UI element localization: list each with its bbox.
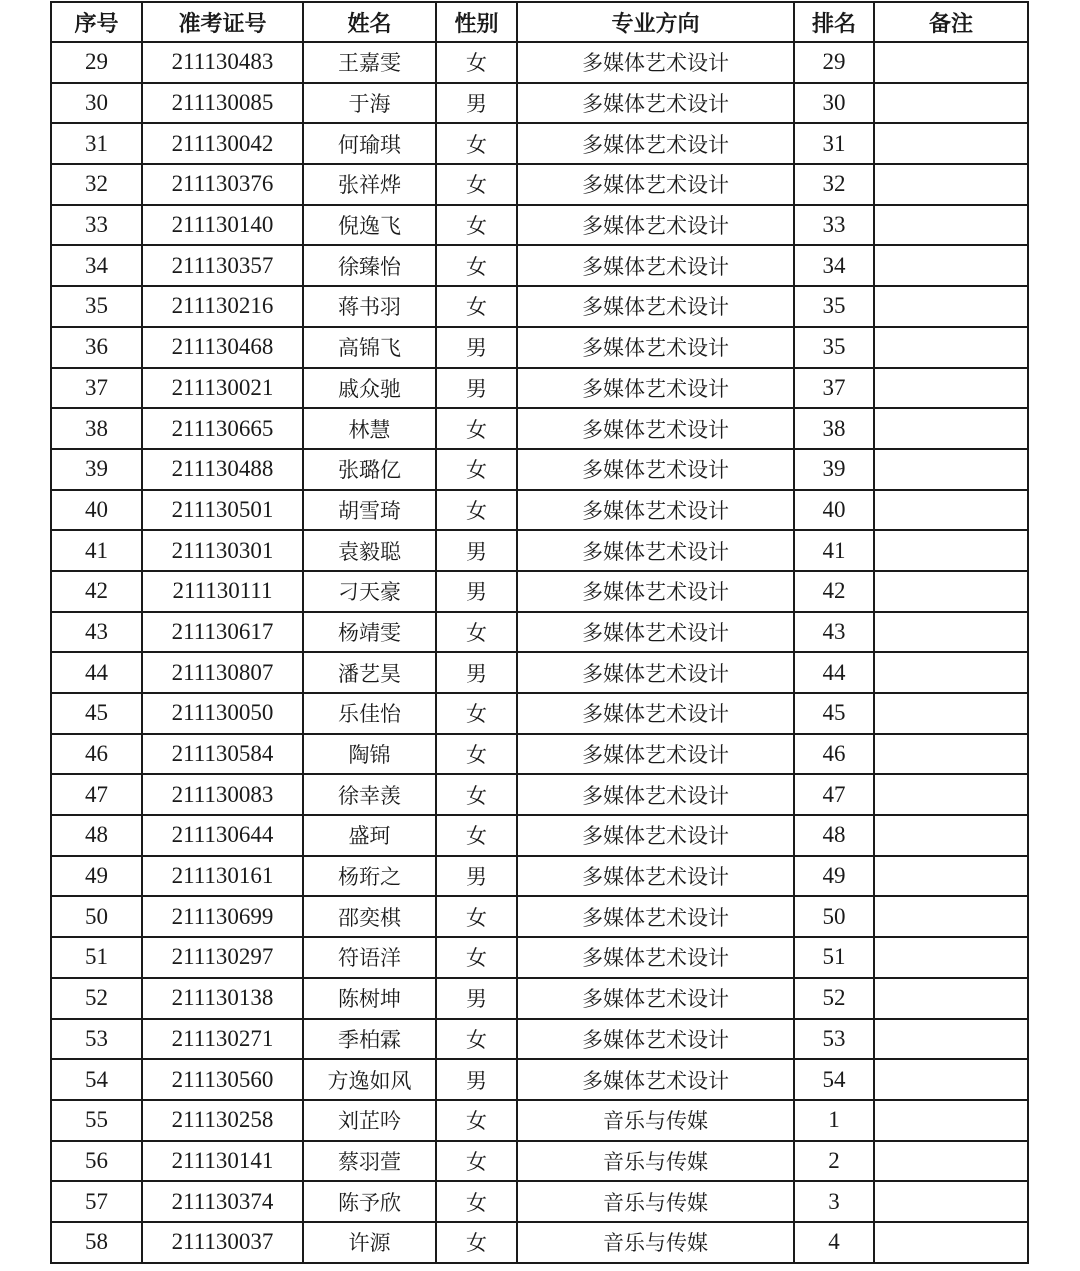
major-cell: 多媒体艺术设计 xyxy=(517,693,794,734)
rank-cell: 4 xyxy=(794,1222,874,1263)
major-cell: 多媒体艺术设计 xyxy=(517,612,794,653)
major-cell: 多媒体艺术设计 xyxy=(517,937,794,978)
exam-id-cell: 211130258 xyxy=(142,1100,303,1141)
remarks-cell xyxy=(874,286,1028,327)
gender-cell: 男 xyxy=(436,83,517,124)
major-cell: 音乐与传媒 xyxy=(517,1141,794,1182)
major-cell: 多媒体艺术设计 xyxy=(517,286,794,327)
exam-id-cell: 211130665 xyxy=(142,408,303,449)
name-cell: 乐佳怡 xyxy=(303,693,436,734)
major-cell: 多媒体艺术设计 xyxy=(517,123,794,164)
name-cell: 潘艺昊 xyxy=(303,652,436,693)
gender-cell: 女 xyxy=(436,164,517,205)
rank-cell: 47 xyxy=(794,774,874,815)
table-row xyxy=(51,327,1028,368)
rank-cell: 48 xyxy=(794,815,874,856)
gender-cell: 女 xyxy=(436,245,517,286)
remarks-cell xyxy=(874,164,1028,205)
remarks-cell xyxy=(874,1222,1028,1263)
remarks-cell xyxy=(874,1141,1028,1182)
rank-cell: 54 xyxy=(794,1059,874,1100)
major-cell: 多媒体艺术设计 xyxy=(517,734,794,775)
table-row xyxy=(51,1059,1028,1100)
header-rank: 排名 xyxy=(794,2,874,42)
name-cell: 方逸如风 xyxy=(303,1059,436,1100)
exam-id-cell: 211130021 xyxy=(142,368,303,409)
name-cell: 何瑜琪 xyxy=(303,123,436,164)
remarks-cell xyxy=(874,205,1028,246)
major-cell: 音乐与传媒 xyxy=(517,1100,794,1141)
major-cell: 多媒体艺术设计 xyxy=(517,571,794,612)
table-row xyxy=(51,449,1028,490)
name-cell: 杨珩之 xyxy=(303,856,436,897)
exam-id-cell: 211130042 xyxy=(142,123,303,164)
table-row xyxy=(51,1100,1028,1141)
table-row xyxy=(51,815,1028,856)
seq-cell: 34 xyxy=(51,245,142,286)
exam-id-cell: 211130083 xyxy=(142,774,303,815)
table-row xyxy=(51,286,1028,327)
major-cell: 多媒体艺术设计 xyxy=(517,490,794,531)
table-row xyxy=(51,42,1028,83)
gender-cell: 女 xyxy=(436,1100,517,1141)
rank-cell: 51 xyxy=(794,937,874,978)
gender-cell: 女 xyxy=(436,1141,517,1182)
rank-cell: 35 xyxy=(794,286,874,327)
rank-cell: 41 xyxy=(794,530,874,571)
table-row xyxy=(51,652,1028,693)
seq-cell: 39 xyxy=(51,449,142,490)
table-row xyxy=(51,123,1028,164)
major-cell: 音乐与传媒 xyxy=(517,1181,794,1222)
remarks-cell xyxy=(874,693,1028,734)
table-row xyxy=(51,1019,1028,1060)
header-remarks: 备注 xyxy=(874,2,1028,42)
table-row xyxy=(51,734,1028,775)
remarks-cell xyxy=(874,612,1028,653)
exam-id-cell: 211130501 xyxy=(142,490,303,531)
remarks-cell xyxy=(874,652,1028,693)
gender-cell: 男 xyxy=(436,978,517,1019)
name-cell: 林慧 xyxy=(303,408,436,449)
rank-cell: 46 xyxy=(794,734,874,775)
name-cell: 高锦飞 xyxy=(303,327,436,368)
results-sheet xyxy=(50,1,1027,1264)
table-row xyxy=(51,1141,1028,1182)
gender-cell: 男 xyxy=(436,368,517,409)
name-cell: 倪逸飞 xyxy=(303,205,436,246)
table-row xyxy=(51,1181,1028,1222)
remarks-cell xyxy=(874,449,1028,490)
seq-cell: 47 xyxy=(51,774,142,815)
major-cell: 多媒体艺术设计 xyxy=(517,327,794,368)
table-row xyxy=(51,571,1028,612)
exam-id-cell: 211130560 xyxy=(142,1059,303,1100)
exam-id-cell: 211130374 xyxy=(142,1181,303,1222)
major-cell: 多媒体艺术设计 xyxy=(517,368,794,409)
remarks-cell xyxy=(874,815,1028,856)
seq-cell: 36 xyxy=(51,327,142,368)
gender-cell: 女 xyxy=(436,612,517,653)
rank-cell: 42 xyxy=(794,571,874,612)
exam-id-cell: 211130111 xyxy=(142,571,303,612)
seq-cell: 31 xyxy=(51,123,142,164)
gender-cell: 男 xyxy=(436,856,517,897)
table-row xyxy=(51,408,1028,449)
gender-cell: 男 xyxy=(436,327,517,368)
exam-id-cell: 211130301 xyxy=(142,530,303,571)
table-row xyxy=(51,774,1028,815)
exam-id-cell: 211130050 xyxy=(142,693,303,734)
seq-cell: 38 xyxy=(51,408,142,449)
seq-cell: 46 xyxy=(51,734,142,775)
table-row xyxy=(51,1222,1028,1263)
table-row xyxy=(51,896,1028,937)
remarks-cell xyxy=(874,83,1028,124)
name-cell: 许源 xyxy=(303,1222,436,1263)
remarks-cell xyxy=(874,408,1028,449)
name-cell: 符语洋 xyxy=(303,937,436,978)
remarks-cell xyxy=(874,1059,1028,1100)
table-row xyxy=(51,693,1028,734)
seq-cell: 37 xyxy=(51,368,142,409)
seq-cell: 57 xyxy=(51,1181,142,1222)
seq-cell: 30 xyxy=(51,83,142,124)
exam-id-cell: 211130807 xyxy=(142,652,303,693)
remarks-cell xyxy=(874,1019,1028,1060)
table-row xyxy=(51,978,1028,1019)
exam-id-cell: 211130376 xyxy=(142,164,303,205)
rank-cell: 52 xyxy=(794,978,874,1019)
seq-cell: 54 xyxy=(51,1059,142,1100)
gender-cell: 女 xyxy=(436,490,517,531)
rank-cell: 30 xyxy=(794,83,874,124)
header-name: 姓名 xyxy=(303,2,436,42)
table-row xyxy=(51,83,1028,124)
header-seq: 序号 xyxy=(51,2,142,42)
rank-cell: 39 xyxy=(794,449,874,490)
name-cell: 胡雪琦 xyxy=(303,490,436,531)
remarks-cell xyxy=(874,368,1028,409)
name-cell: 刘芷吟 xyxy=(303,1100,436,1141)
exam-id-cell: 211130271 xyxy=(142,1019,303,1060)
exam-id-cell: 211130699 xyxy=(142,896,303,937)
major-cell: 多媒体艺术设计 xyxy=(517,1019,794,1060)
gender-cell: 男 xyxy=(436,530,517,571)
gender-cell: 女 xyxy=(436,449,517,490)
gender-cell: 男 xyxy=(436,1059,517,1100)
seq-cell: 42 xyxy=(51,571,142,612)
exam-id-cell: 211130488 xyxy=(142,449,303,490)
gender-cell: 女 xyxy=(436,42,517,83)
rank-cell: 50 xyxy=(794,896,874,937)
major-cell: 多媒体艺术设计 xyxy=(517,856,794,897)
name-cell: 王嘉雯 xyxy=(303,42,436,83)
gender-cell: 女 xyxy=(436,123,517,164)
rank-cell: 3 xyxy=(794,1181,874,1222)
gender-cell: 女 xyxy=(436,408,517,449)
rank-cell: 32 xyxy=(794,164,874,205)
remarks-cell xyxy=(874,937,1028,978)
remarks-cell xyxy=(874,1181,1028,1222)
remarks-cell xyxy=(874,490,1028,531)
seq-cell: 45 xyxy=(51,693,142,734)
name-cell: 张璐亿 xyxy=(303,449,436,490)
rank-cell: 33 xyxy=(794,205,874,246)
remarks-cell xyxy=(874,896,1028,937)
name-cell: 杨靖雯 xyxy=(303,612,436,653)
seq-cell: 49 xyxy=(51,856,142,897)
exam-id-cell: 211130644 xyxy=(142,815,303,856)
name-cell: 于海 xyxy=(303,83,436,124)
exam-id-cell: 211130584 xyxy=(142,734,303,775)
rank-cell: 44 xyxy=(794,652,874,693)
name-cell: 季柏霖 xyxy=(303,1019,436,1060)
remarks-cell xyxy=(874,734,1028,775)
table-row xyxy=(51,490,1028,531)
remarks-cell xyxy=(874,42,1028,83)
seq-cell: 33 xyxy=(51,205,142,246)
seq-cell: 44 xyxy=(51,652,142,693)
header-exam-id: 准考证号 xyxy=(142,2,303,42)
seq-cell: 56 xyxy=(51,1141,142,1182)
major-cell: 多媒体艺术设计 xyxy=(517,83,794,124)
exam-id-cell: 211130357 xyxy=(142,245,303,286)
exam-id-cell: 211130141 xyxy=(142,1141,303,1182)
major-cell: 多媒体艺术设计 xyxy=(517,164,794,205)
seq-cell: 55 xyxy=(51,1100,142,1141)
seq-cell: 50 xyxy=(51,896,142,937)
name-cell: 戚众驰 xyxy=(303,368,436,409)
gender-cell: 女 xyxy=(436,896,517,937)
exam-id-cell: 211130483 xyxy=(142,42,303,83)
rank-cell: 53 xyxy=(794,1019,874,1060)
remarks-cell xyxy=(874,571,1028,612)
major-cell: 多媒体艺术设计 xyxy=(517,774,794,815)
remarks-cell xyxy=(874,978,1028,1019)
major-cell: 多媒体艺术设计 xyxy=(517,1059,794,1100)
exam-id-cell: 211130140 xyxy=(142,205,303,246)
table-row xyxy=(51,205,1028,246)
seq-cell: 52 xyxy=(51,978,142,1019)
rank-cell: 38 xyxy=(794,408,874,449)
name-cell: 徐臻怡 xyxy=(303,245,436,286)
remarks-cell xyxy=(874,123,1028,164)
rank-cell: 49 xyxy=(794,856,874,897)
seq-cell: 41 xyxy=(51,530,142,571)
remarks-cell xyxy=(874,774,1028,815)
name-cell: 陈树坤 xyxy=(303,978,436,1019)
exam-id-cell: 211130617 xyxy=(142,612,303,653)
table-row xyxy=(51,937,1028,978)
table-row xyxy=(51,245,1028,286)
rank-cell: 34 xyxy=(794,245,874,286)
gender-cell: 男 xyxy=(436,571,517,612)
seq-cell: 29 xyxy=(51,42,142,83)
exam-id-cell: 211130297 xyxy=(142,937,303,978)
gender-cell: 女 xyxy=(436,815,517,856)
rank-cell: 45 xyxy=(794,693,874,734)
exam-id-cell: 211130468 xyxy=(142,327,303,368)
exam-id-cell: 211130161 xyxy=(142,856,303,897)
major-cell: 多媒体艺术设计 xyxy=(517,449,794,490)
seq-cell: 35 xyxy=(51,286,142,327)
seq-cell: 48 xyxy=(51,815,142,856)
remarks-cell xyxy=(874,327,1028,368)
gender-cell: 男 xyxy=(436,652,517,693)
major-cell: 音乐与传媒 xyxy=(517,1222,794,1263)
table-row xyxy=(51,856,1028,897)
gender-cell: 女 xyxy=(436,205,517,246)
seq-cell: 43 xyxy=(51,612,142,653)
header-row xyxy=(51,2,1028,42)
table-body xyxy=(51,42,1028,1263)
table-row xyxy=(51,368,1028,409)
rank-cell: 1 xyxy=(794,1100,874,1141)
rank-cell: 43 xyxy=(794,612,874,653)
results-table xyxy=(50,1,1029,1264)
gender-cell: 女 xyxy=(436,1019,517,1060)
seq-cell: 58 xyxy=(51,1222,142,1263)
seq-cell: 40 xyxy=(51,490,142,531)
name-cell: 刁天豪 xyxy=(303,571,436,612)
major-cell: 多媒体艺术设计 xyxy=(517,530,794,571)
remarks-cell xyxy=(874,1100,1028,1141)
gender-cell: 女 xyxy=(436,286,517,327)
rank-cell: 35 xyxy=(794,327,874,368)
major-cell: 多媒体艺术设计 xyxy=(517,815,794,856)
gender-cell: 女 xyxy=(436,734,517,775)
seq-cell: 51 xyxy=(51,937,142,978)
header-gender: 性别 xyxy=(436,2,517,42)
name-cell: 徐幸羡 xyxy=(303,774,436,815)
table-row xyxy=(51,612,1028,653)
gender-cell: 女 xyxy=(436,937,517,978)
seq-cell: 53 xyxy=(51,1019,142,1060)
major-cell: 多媒体艺术设计 xyxy=(517,42,794,83)
table-row xyxy=(51,164,1028,205)
name-cell: 陈予欣 xyxy=(303,1181,436,1222)
remarks-cell xyxy=(874,530,1028,571)
table-header xyxy=(51,2,1028,42)
header-major: 专业方向 xyxy=(517,2,794,42)
rank-cell: 2 xyxy=(794,1141,874,1182)
major-cell: 多媒体艺术设计 xyxy=(517,205,794,246)
exam-id-cell: 211130037 xyxy=(142,1222,303,1263)
gender-cell: 女 xyxy=(436,693,517,734)
name-cell: 蔡羽萱 xyxy=(303,1141,436,1182)
rank-cell: 37 xyxy=(794,368,874,409)
name-cell: 陶锦 xyxy=(303,734,436,775)
remarks-cell xyxy=(874,245,1028,286)
name-cell: 盛珂 xyxy=(303,815,436,856)
exam-id-cell: 211130085 xyxy=(142,83,303,124)
name-cell: 蒋书羽 xyxy=(303,286,436,327)
name-cell: 袁毅聪 xyxy=(303,530,436,571)
gender-cell: 女 xyxy=(436,1222,517,1263)
exam-id-cell: 211130216 xyxy=(142,286,303,327)
gender-cell: 女 xyxy=(436,774,517,815)
major-cell: 多媒体艺术设计 xyxy=(517,408,794,449)
major-cell: 多媒体艺术设计 xyxy=(517,245,794,286)
seq-cell: 32 xyxy=(51,164,142,205)
gender-cell: 女 xyxy=(436,1181,517,1222)
rank-cell: 31 xyxy=(794,123,874,164)
name-cell: 邵奕棋 xyxy=(303,896,436,937)
exam-id-cell: 211130138 xyxy=(142,978,303,1019)
major-cell: 多媒体艺术设计 xyxy=(517,978,794,1019)
rank-cell: 29 xyxy=(794,42,874,83)
rank-cell: 40 xyxy=(794,490,874,531)
table-row xyxy=(51,530,1028,571)
name-cell: 张祥烨 xyxy=(303,164,436,205)
major-cell: 多媒体艺术设计 xyxy=(517,896,794,937)
major-cell: 多媒体艺术设计 xyxy=(517,652,794,693)
remarks-cell xyxy=(874,856,1028,897)
